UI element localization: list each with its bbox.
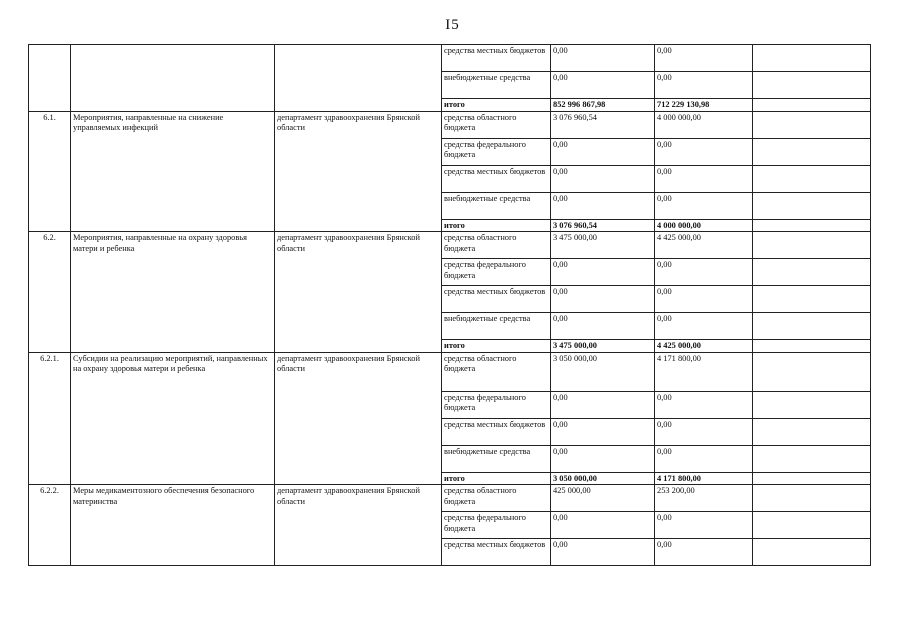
amount-1-cell: 0,00 (551, 165, 655, 192)
budget-table (28, 44, 871, 566)
funding-source-cell: средства областного бюджета (442, 232, 551, 259)
funding-source-cell: внебюджетные средства (442, 72, 551, 99)
empty-cell (753, 232, 871, 259)
amount-1-cell: 0,00 (551, 259, 655, 286)
item-number-cell: 6.2.2. (29, 485, 71, 566)
table-row (29, 485, 871, 512)
amount-2-cell: 4 000 000,00 (655, 111, 753, 138)
amount-2-cell: 0,00 (655, 512, 753, 539)
empty-cell (753, 418, 871, 445)
empty-cell (753, 539, 871, 566)
executor-cell: департамент здравоохранения Брянской области (275, 111, 442, 232)
table-row (29, 45, 871, 72)
funding-source-cell: средства местных бюджетов (442, 286, 551, 313)
amount-1-cell: 0,00 (551, 72, 655, 99)
amount-2-cell: 0,00 (655, 313, 753, 340)
table-row (29, 352, 871, 391)
executor-cell: департамент здравоохранения Брянской области (275, 485, 442, 566)
funding-source-cell: итого (442, 219, 551, 232)
table-row (29, 232, 871, 259)
amount-2-cell: 0,00 (655, 259, 753, 286)
empty-cell (753, 219, 871, 232)
funding-source-cell: итого (442, 99, 551, 112)
funding-source-cell: средства местных бюджетов (442, 165, 551, 192)
item-name-cell: Мероприятия, направленные на снижение управляемых инфекций (71, 111, 275, 232)
amount-2-cell: 4 425 000,00 (655, 340, 753, 353)
funding-source-cell: средства местных бюджетов (442, 45, 551, 72)
empty-cell (753, 286, 871, 313)
funding-source-cell: средства местных бюджетов (442, 418, 551, 445)
item-number-cell: 6.1. (29, 111, 71, 232)
budget-table-body (29, 45, 871, 566)
amount-1-cell: 0,00 (551, 539, 655, 566)
amount-2-cell: 0,00 (655, 165, 753, 192)
amount-1-cell: 3 475 000,00 (551, 340, 655, 353)
amount-2-cell: 4 000 000,00 (655, 219, 753, 232)
amount-1-cell: 0,00 (551, 445, 655, 472)
empty-cell (753, 111, 871, 138)
amount-2-cell: 712 229 130,98 (655, 99, 753, 112)
amount-1-cell: 0,00 (551, 192, 655, 219)
funding-source-cell: средства федерального бюджета (442, 391, 551, 418)
item-name-cell: Субсидии на реализацию мероприятий, направленных на охрану здоровья матери и ребенка (71, 352, 275, 485)
funding-source-cell: средства областного бюджета (442, 485, 551, 512)
amount-2-cell: 0,00 (655, 391, 753, 418)
amount-1-cell: 0,00 (551, 391, 655, 418)
amount-1-cell: 3 050 000,00 (551, 472, 655, 485)
page-number: I5 (445, 17, 460, 33)
amount-1-cell: 0,00 (551, 512, 655, 539)
funding-source-cell: средства федерального бюджета (442, 138, 551, 165)
executor-cell: департамент здравоохранения Брянской области (275, 232, 442, 353)
empty-cell (753, 391, 871, 418)
amount-1-cell: 0,00 (551, 418, 655, 445)
table-row (29, 111, 871, 138)
funding-source-cell: средства областного бюджета (442, 111, 551, 138)
amount-2-cell: 0,00 (655, 418, 753, 445)
amount-2-cell: 0,00 (655, 192, 753, 219)
amount-2-cell: 4 425 000,00 (655, 232, 753, 259)
empty-cell (753, 192, 871, 219)
funding-source-cell: итого (442, 472, 551, 485)
amount-1-cell: 425 000,00 (551, 485, 655, 512)
amount-2-cell: 0,00 (655, 45, 753, 72)
item-name-cell: Меры медикаментозного обеспечения безопасного материнства (71, 485, 275, 566)
funding-source-cell: средства федерального бюджета (442, 259, 551, 286)
amount-2-cell: 4 171 800,00 (655, 472, 753, 485)
empty-cell (753, 472, 871, 485)
amount-1-cell: 3 475 000,00 (551, 232, 655, 259)
funding-source-cell: внебюджетные средства (442, 192, 551, 219)
item-number-cell: 6.2. (29, 232, 71, 353)
amount-2-cell: 0,00 (655, 539, 753, 566)
amount-1-cell: 0,00 (551, 138, 655, 165)
executor-cell (275, 45, 442, 112)
amount-2-cell: 0,00 (655, 138, 753, 165)
amount-1-cell: 3 076 960,54 (551, 219, 655, 232)
funding-source-cell: средства местных бюджетов (442, 539, 551, 566)
empty-cell (753, 72, 871, 99)
funding-source-cell: внебюджетные средства (442, 313, 551, 340)
empty-cell (753, 313, 871, 340)
empty-cell (753, 165, 871, 192)
amount-1-cell: 0,00 (551, 45, 655, 72)
amount-1-cell: 0,00 (551, 313, 655, 340)
amount-2-cell: 253 200,00 (655, 485, 753, 512)
item-number-cell: 6.2.1. (29, 352, 71, 485)
item-name-cell: Мероприятия, направленные на охрану здоровья матери и ребенка (71, 232, 275, 353)
empty-cell (753, 512, 871, 539)
amount-2-cell: 0,00 (655, 286, 753, 313)
empty-cell (753, 99, 871, 112)
funding-source-cell: итого (442, 340, 551, 353)
funding-source-cell: средства областного бюджета (442, 352, 551, 391)
empty-cell (753, 340, 871, 353)
item-name-cell (71, 45, 275, 112)
item-number-cell (29, 45, 71, 112)
amount-1-cell: 852 996 867,98 (551, 99, 655, 112)
amount-1-cell: 3 050 000,00 (551, 352, 655, 391)
empty-cell (753, 352, 871, 391)
funding-source-cell: внебюджетные средства (442, 445, 551, 472)
empty-cell (753, 45, 871, 72)
amount-2-cell: 0,00 (655, 72, 753, 99)
empty-cell (753, 445, 871, 472)
executor-cell: департамент здравоохранения Брянской области (275, 352, 442, 485)
funding-source-cell: средства федерального бюджета (442, 512, 551, 539)
amount-2-cell: 0,00 (655, 445, 753, 472)
empty-cell (753, 485, 871, 512)
empty-cell (753, 138, 871, 165)
amount-2-cell: 4 171 800,00 (655, 352, 753, 391)
amount-1-cell: 3 076 960,54 (551, 111, 655, 138)
amount-1-cell: 0,00 (551, 286, 655, 313)
empty-cell (753, 259, 871, 286)
